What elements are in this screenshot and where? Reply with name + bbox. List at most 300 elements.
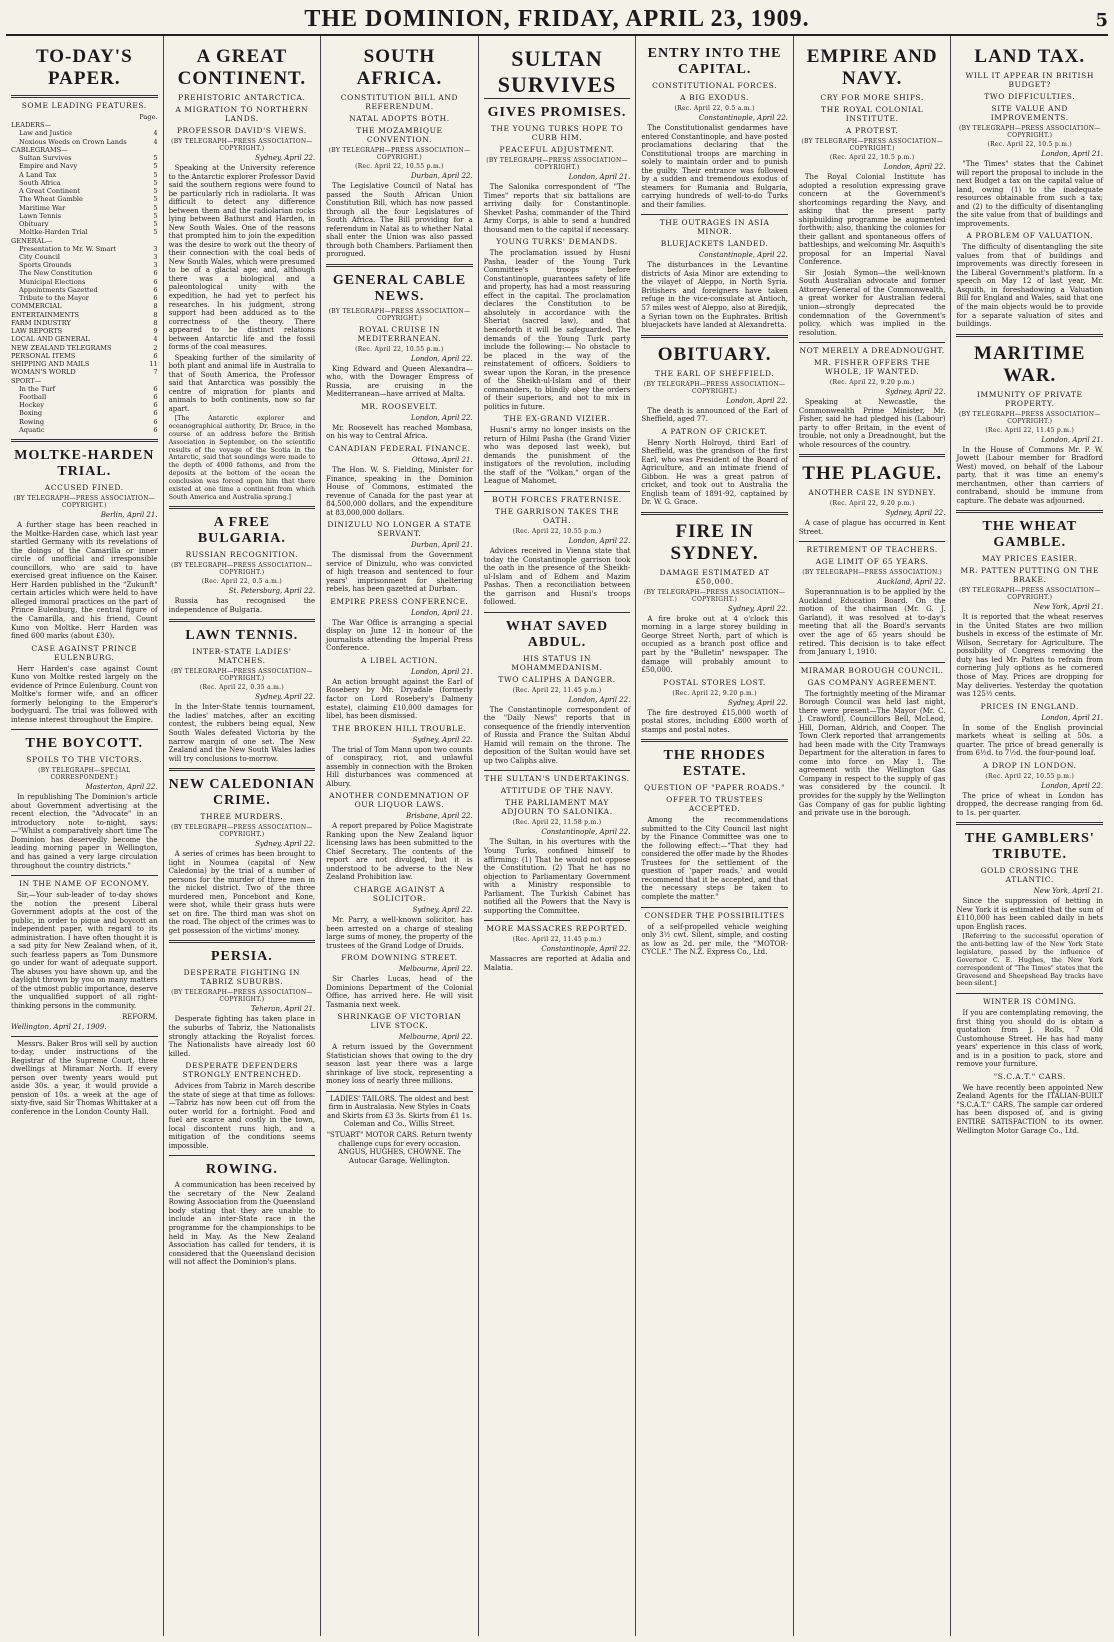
persia-body2: Advices from Tabriz in March describe the state of siege at that time as follows:—Tabriz has now been cut off from the outer world for a fortnight. Food and fuel are scarce and costly in the town, local discontent runs high, and a mitigation of the conditions seems impossible. — [168, 1082, 316, 1150]
index-entry — [11, 245, 158, 253]
cable-date-solicitor: Sydney, April 22. — [412, 905, 473, 914]
index-entry-title: Tribute to the Mayor — [19, 294, 89, 303]
index-entry-title: Maritime War — [19, 203, 66, 212]
empire-navy-body: The Royal Colonial Institute has adopted a resolution expressing grave concern at the Government's shortcomings regarding the Navy, and asking that the present party shipbuilding programme be augmented forthwith; also, thanking the colonies for their gallant and spontaneous offers of battleships, and welcoming Mr. Asquith's proposal for an Imperial Naval Conference. — [798, 173, 946, 267]
index-entry — [11, 344, 158, 352]
index-entry-title: Law and Justice — [19, 129, 73, 138]
cable-sub-dinizulu: DINIZULU NO LONGER A STATE SERVANT. — [327, 520, 472, 539]
persia-credit: (BY TELEGRAPH—PRESS ASSOCIATION—COPYRIGHT.) — [171, 989, 313, 1004]
gamblers-tribute-note: [Referring to the successful operation of the anti-betting law of the New York State legislature, passed by the influence of Governor C. E. Hughes, the New York correspondent of "The Times" states that the Gravesend and Sheepshead Bay tracks have been silent.] — [956, 932, 1104, 988]
index-entry-page: 6 — [153, 351, 158, 360]
index-entry — [11, 121, 158, 129]
index-entry-page: 5 — [153, 211, 158, 220]
empire-navy-body2: Sir Josiah Symon—the well-known South Australian advocate and former Attorney-General of the Commonwealth, a great worker for Australian federal union—strongly deprecated the condemnation of the Government's policy, which was implied in the resolution. — [798, 268, 946, 337]
index-entry-title: LOCAL AND GENERAL — [11, 335, 90, 344]
fire-sydney-body: A fire broke out at 4 o'clock this morning in a large storey building in George Street North, part of which is occupied as a branch post office and part by the "Bulletin" newspaper. The damage will probably amount to £50,000. — [641, 614, 788, 675]
index-entry — [11, 269, 158, 277]
index-entry — [11, 146, 158, 154]
index-entry-title: Hockey — [19, 401, 45, 410]
index-entry-page: 4 — [153, 335, 158, 344]
south-africa-credit: (BY TELEGRAPH—PRESS ASSOCIATION—COPYRIGHT.) — [328, 147, 471, 161]
motorcycle-ad-heading: CONSIDER THE POSSIBILITIES — [644, 910, 785, 920]
maritime-war-credit: (BY TELEGRAPH—PRESS ASSOCIATION—COPYRIGHT.) — [958, 410, 1101, 425]
index-entry — [11, 327, 158, 335]
winter-ad-body: If you are contemplating removing, the first thing you should do is obtain a quotation from J. Rolls, 7 Old Customhouse Street. He has had many years' experience in this class of work, and is in a position to pack, store and remove your furniture. — [956, 1009, 1104, 1069]
index-entry — [11, 393, 158, 401]
fraternise-rec: (Rec. April 22, 10.55 p.m.) — [512, 528, 602, 535]
postal-stores-heading: POSTAL STORES LOST. — [663, 677, 766, 687]
index-entry-title: A Land Tax — [19, 170, 57, 179]
cable-body-press: The War Office is arranging a special display on June 12 in honour of the journalists attending the Imperial Press Conference. — [326, 618, 473, 653]
new-caledonian-heading: NEW CALEDONIAN CRIME. — [168, 777, 316, 809]
wheat-gamble-body: It is reported that the wheat reserves in the United States are two million bushels in excess of the estimate of Mr. Wilson, Secretary for Agriculture. The possibility of Congress removing the duty has led Mr. Patten to refrain from cornering July options as he cornered those of May. Prices are dropping for May deliveries. Yesterday the quotation was 125½ cents. — [956, 613, 1104, 699]
index-entry-page: 3 — [153, 252, 158, 261]
gamblers-tribute-dateline: New York, April 21. — [1033, 887, 1104, 896]
column-7 — [951, 36, 1108, 1636]
empire-navy-credit: (BY TELEGRAPH—PRESS ASSOCIATION—COPYRIGHT.) — [801, 138, 943, 152]
persia-sub: DESPERATE FIGHTING IN TABRIZ SUBURBS. — [183, 968, 301, 987]
south-africa-sub2: NATAL ADOPTS BOTH. — [349, 114, 450, 123]
cable-date-broken-hill: Sydney, April 22. — [412, 735, 473, 744]
land-tax-heading: LAND TAX. — [974, 46, 1086, 67]
columns — [6, 36, 1108, 1636]
dreadnought-heading: NOT MERELY A DREADNOUGHT. — [799, 346, 945, 356]
entry-capital-sub2: A BIG EXODUS. — [680, 93, 750, 102]
sultan-sub3: PEACEFUL ADJUSTMENT. — [499, 145, 615, 154]
saved-abdul-dateline: London, April 22. — [568, 695, 631, 704]
cable-sub-canadian: CANADIAN FEDERAL FINANCE. — [328, 443, 471, 453]
eulenburg-heading: CASE AGAINST PRINCE EULENBURG. — [31, 643, 138, 662]
index-entry — [11, 228, 158, 236]
land-tax-sub3: SITE VALUE AND IMPROVEMENTS. — [990, 104, 1069, 122]
index-entry-title: South Africa — [19, 178, 61, 187]
boycott-subheading: SPOILS TO THE VICTORS. — [26, 755, 143, 765]
land-tax-dateline: London, April 21. — [1041, 150, 1104, 158]
outrages-heading: THE OUTRAGES IN ASIA MINOR. — [659, 218, 770, 237]
index-entry-page: 6 — [153, 392, 158, 401]
rowing-heading: ROWING. — [205, 1162, 278, 1178]
ex-grand-vizier-body: Husni's army no longer insists on the return of Hilmi Pasha (the Grand Vizier who was deposed last week), but demands the punishment of the instigators of the revolution, including the staff of the "Volkan," organ of the League of Mahomet. — [483, 426, 631, 486]
cable-date-livestock: Melbourne, April 22. — [398, 1033, 473, 1042]
new-caledonian-dateline: Sydney, April 22. — [255, 840, 316, 849]
boycott-body: In republishing The Dominion's article about Government advertising at the recent election, the "Advocate" in an introductory note to-night, says:—"Whilst a comparatively short time The Dominion has deservedly become the leading morning paper in Wellington, and has gained a very large circulation throughout the country districts." — [11, 793, 158, 870]
index-entry-page: 6 — [153, 294, 158, 303]
great-continent-body2: Speaking further of the similarity of both plant and animal life in Australia to that of South America, the Professor said that Antarctica was possibly the centre of migration for plants and animals to both continents, now so far apart. — [168, 353, 316, 413]
index-entry-title: Sultan Survives — [19, 154, 72, 163]
outrages-dateline: Constantinople, April 22. — [698, 251, 788, 260]
parliament-body: The Sultan, in his overtures with the Young Turks, confined himself to affirming: (1) That he would not oppose the Constitution. (2) That he has no objection to Parliamentary Government with a Ministry responsible to Parliament. The Turkish Cabinet has notified all the Powers that the Navy is supporting the Committee. — [483, 838, 631, 915]
gamblers-tribute-sub: GOLD CROSSING THE ATLANTIC. — [980, 866, 1079, 885]
index-entry — [11, 179, 158, 187]
index-entry-title: Boxing — [19, 409, 43, 418]
wheat-gamble-sub: MAY PRICES EASIER. — [981, 554, 1078, 564]
index-entry-page: 5 — [153, 154, 158, 163]
index-entry — [11, 401, 158, 409]
miramar-body: The fortnightly meeting of the Miramar Borough Council was held last night, there were present—The Mayor (Mr. C. J. Crawford), Councillors Bell, McLeod, Hill, Dornan, Aldrich, and Cooper. The Town Clerk reported that arrangements had been made with the City Tramways Department for the alteration in fares to come into force on May 1. The agreement with the Wellington Gas Company in respect to the supply of gas was considered by the council. It provides for the supply by the Wellington Gas Company of gas for public lighting and private use in the borough. — [798, 689, 946, 818]
index-entry-title: COMMERCIAL — [11, 302, 62, 311]
plague-heading: THE PLAGUE. — [802, 463, 943, 485]
fire-sydney-sub: DAMAGE ESTIMATED AT £50,000. — [659, 567, 770, 586]
index-entry-title: Moltke-Harden Trial — [19, 228, 88, 237]
index-entry-title: Rowing — [19, 417, 45, 426]
index-entry — [11, 352, 158, 360]
index-entry — [11, 204, 158, 212]
massacres-heading: MORE MASSACRES REPORTED. — [486, 924, 628, 934]
rhodes-estate-sub: QUESTION OF "PAPER ROADS." — [644, 783, 786, 793]
bulgaria-rec: (Rec. April 22, 0.5 a.m.) — [201, 578, 282, 586]
index-entry — [11, 426, 158, 434]
persia-body: Desperate fighting has taken place in the suburbs of Tabriz, the Nationalists strongly attacking the Royalist forces. The Nationalists have already lost 60 killed. — [168, 1015, 316, 1058]
great-continent-credit: (BY TELEGRAPH—PRESS ASSOCIATION—COPYRIGHT.) — [171, 138, 313, 152]
wheat-gamble-sub2: MR. PATTEN PUTTING ON THE BRAKE. — [960, 566, 1099, 585]
lawn-tennis-body: In the Inter-State tennis tournament, the ladies' matches, after an exciting contest, the rubbers being equal, New South Wales defeated Victoria by the narrow margin of one set. The New Zealand and the New South Wales ladies will try conclusions to-morrow. — [168, 703, 316, 763]
index-entry-page: 6 — [153, 269, 158, 278]
entry-capital-rec: (Rec. April 22, 0.5 a.m.) — [674, 105, 755, 112]
south-africa-body: The Legislative Council of Natal has passed the South African Union Constitution Bill, which has now passed through all the four Legislatures of South Africa. The Bill providing for a referendum in Natal as to whether Natal shall enter the Union was also passed through both Chambers. Parliament then prorogued. — [326, 182, 473, 259]
bulgaria-sub: RUSSIAN RECOGNITION. — [185, 550, 299, 560]
land-tax-sub2: TWO DIFFICULTIES. — [984, 92, 1076, 101]
land-tax-sub1: WILL IT APPEAR IN BRITISH BUDGET? — [965, 71, 1094, 89]
obituary-credit: (BY TELEGRAPH—PRESS ASSOCIATION—COPYRIGHT.) — [643, 380, 786, 395]
sultan-sub2: THE YOUNG TURKS HOPE TO CURB HIM. — [490, 124, 624, 142]
index-entry — [11, 278, 158, 286]
boycott-credit: (BY TELEGRAPH—SPECIAL CORRESPONDENT.) — [38, 767, 131, 782]
column-6 — [794, 36, 952, 1636]
dreadnought-body: Speaking at Newcastle, the Commonwealth Prime Minister, Mr. Fisher, said he had pledged his (Labour) party to offer Britain, in the event of trouble, not only a Dreadnought, but the whole resources of the country. — [798, 398, 946, 449]
empire-navy-sub1: CRY FOR MORE SHIPS. — [820, 93, 924, 102]
persia-dateline: Teheran, April 21. — [251, 1005, 316, 1014]
drop-london-dateline: London, April 22. — [1041, 781, 1104, 790]
winter-ad-heading: WINTER IS COMING. — [982, 997, 1077, 1007]
plague-rec: (Rec. April 22, 9.20 p.m.) — [829, 500, 915, 508]
saved-abdul-sub2: TWO CALIPHS A DANGER. — [498, 674, 616, 684]
cable-sub-royal-cruise: ROYAL CRUISE IN MEDITERRANEAN. — [357, 324, 442, 343]
scat-cars-heading: "S.C.A.T." CARS. — [993, 1071, 1066, 1081]
index-entry — [11, 418, 158, 426]
index-entry-title: A Great Continent — [19, 187, 80, 196]
prices-england-body: In some of the English provincial markets wheat is selling at 50s. a quarter. The price of bread generally is from 6½d. to 7½d. the four-pound loaf. — [956, 723, 1104, 758]
prices-england-dateline: London, April 21. — [1041, 713, 1104, 722]
index-entry-title: Football — [19, 392, 47, 401]
cable-body-dinizulu: The dismissal from the Government service of Dinizulu, who was convicted of high treason and sentenced to four years' imprisonment for sheltering rebels, has been gazetted at Durban. — [326, 551, 473, 594]
index-entry-page: 5 — [153, 187, 158, 196]
persia-sub2: DESPERATE DEFENDERS STRONGLY ENTRENCHED. — [182, 1061, 302, 1080]
teachers-sub: AGE LIMIT OF 65 YEARS. — [815, 557, 929, 567]
index-entry-title: LEADERS— — [11, 121, 52, 130]
lawn-tennis-sub: INTER-STATE LADIES' MATCHES. — [192, 647, 292, 666]
obituary-heading: OBITUARY. — [657, 343, 772, 365]
leading-features: SOME LEADING FEATURES. — [21, 101, 147, 110]
fraternise-heading: BOTH FORCES FRATERNISE. — [492, 495, 622, 504]
index-entry-title: The New Constitution — [19, 269, 93, 278]
fraternise-sub: THE GARRISON TAKES THE OATH. — [494, 507, 620, 525]
index-entry-title: Lawn Tennis — [19, 211, 62, 220]
motor-cars-ad: "STUART" MOTOR CARS. Return twenty challenge cups for every occasion. ANGUS, HUGHES, CHOWNE. The Autocar Garage, Wellington. — [326, 1131, 473, 1165]
south-africa-dateline: Durban, April 22. — [410, 172, 473, 180]
fire-sydney-heading: FIRE IN SYDNEY. — [670, 520, 759, 564]
index-entry-title: Presentation to Mr. W. Smart — [19, 244, 117, 253]
index-entry — [11, 311, 158, 319]
cable-body-libel: An action brought against the Earl of Rosebery by Mr. Dryadale (formerly factor on Lord Rosebery's Dalmeny estate), claiming £10,000 damages for libel, has been dismissed. — [326, 677, 473, 721]
cable-sub-roosevelt: MR. ROOSEVELT. — [361, 401, 438, 411]
index-entry — [11, 162, 158, 170]
index-entry — [11, 187, 158, 195]
index-entry-page: 8 — [153, 302, 158, 311]
index-entry-title: CABLEGRAMS— — [11, 145, 68, 154]
index-entry — [11, 335, 158, 343]
index-entry-title: FARM INDUSTRY — [11, 318, 71, 327]
index-entry — [11, 368, 158, 376]
eulenburg-body: Herr Harden's case against Count Kuno von Moltke rested largely on the evidence of Prince Eulenburg. Count von Moltke's former wife, and an officer formerly belonging to the Emperor's bodyguard. The trial was followed with intense interest throughout the Empire. — [11, 664, 158, 724]
economy-date: Wellington, April 21, 1909. — [11, 1022, 107, 1031]
postal-stores-rec: (Rec. April 22, 9.20 p.m.) — [672, 689, 757, 697]
great-continent-dateline: Sydney, April 22. — [255, 154, 316, 162]
sultan-body: The Salonika correspondent of "The Times" reports that six battalions are arriving daily for Constantinople. Shevket Pasha, commander of the Third Army Corps, is able to send a hundred thousand men to the capital if necessary. — [483, 183, 631, 234]
column-4 — [479, 36, 637, 1636]
plague-body: A case of plague has occurred in Kent Street. — [798, 519, 946, 536]
index-entry — [11, 138, 158, 146]
economy-signature: REFORM. — [121, 1012, 158, 1021]
index-entry-page: 7 — [153, 368, 158, 377]
index-entry — [11, 319, 158, 327]
prices-england-sub: PRICES IN ENGLAND. — [980, 701, 1079, 711]
cable-date-roosevelt: London, April 22. — [410, 413, 473, 422]
persia-heading: PERSIA. — [210, 949, 273, 965]
masthead — [6, 6, 1108, 36]
young-turks-sub: YOUNG TURKS' DEMANDS. — [496, 237, 618, 247]
undertakings-heading: THE SULTAN'S UNDERTAKINGS. — [484, 774, 630, 784]
cable-sub-libel: A LIBEL ACTION. — [361, 655, 438, 665]
drop-london-body: The price of wheat in London has dropped, the decrease ranging from 6d. to 1s. per quarter. — [956, 791, 1104, 817]
plague-dateline: Sydney, April 22. — [885, 509, 946, 518]
massacres-rec: (Rec. April 22, 11.45 p.m.) — [512, 936, 602, 944]
land-tax-credit: (BY TELEGRAPH—PRESS ASSOCIATION—COPYRIGHT.) — [958, 125, 1101, 139]
entry-capital-sub1: CONSTITUTIONAL FORCES. — [652, 81, 778, 90]
south-africa-sub3: THE MOZAMBIQUE CONVENTION. — [356, 126, 443, 144]
index-entry — [11, 294, 158, 302]
index-entry-page: 6 — [153, 401, 158, 410]
cable-sub-broken-hill: THE BROKEN HILL TROUBLE. — [332, 723, 467, 733]
index-entry — [11, 212, 158, 220]
moltke-dateline: Berlin, April 21. — [100, 511, 158, 520]
index-entry-page: 6 — [153, 425, 158, 434]
cable-sub-downing: FROM DOWNING STREET. — [341, 953, 458, 963]
cable-body-liquor: A report prepared by Police Magistrate Ranking upon the New Zealand liquor licensing laws has been submitted to the Chief Secretary. The contents of the report are not divulged, but it is understood to be adverse to the New Zealand Prohibition law. — [326, 822, 473, 882]
massacres-body: Massacres are reported at Adalia and Malatia. — [483, 955, 631, 972]
cable-date-royal-cruise: London, April 22. — [410, 354, 473, 363]
obituary-sub: THE EARL OF SHEFFIELD. — [654, 368, 775, 378]
column-5 — [636, 36, 794, 1636]
page-number: 5 — [1095, 10, 1108, 31]
great-continent-heading: A GREAT CONTINENT. — [177, 46, 307, 89]
boycott-dateline: Masterton, April 22. — [85, 783, 158, 792]
index-entry — [11, 261, 158, 269]
index-entry-title: Aquatic — [19, 425, 45, 434]
index-entry-page: 6 — [153, 277, 158, 286]
outrages-body: The disturbances in the Levantine districts of Asia Minor are extending to the vilayet of Aleppo, in North Syria. Britishers and foreigners have taken refuge in the vice-consulate at Antioch, 57 miles west of Aleppo, also at Biredjik, a Syrian town on the Euphrates. British bluejackets have landed at Alexandretta. — [641, 261, 788, 330]
index-entry-title: SHIPPING AND MAILS — [11, 360, 90, 369]
index-entry — [11, 129, 158, 137]
moltke-credit: (BY TELEGRAPH—PRESS ASSOCIATION—COPYRIGHT.) — [13, 495, 156, 510]
cable-sub-press: EMPIRE PRESS CONFERENCE. — [330, 596, 469, 606]
cable-date-libel: London, April 21. — [410, 667, 473, 676]
index-entry-page: 6 — [153, 285, 158, 294]
cable-date-press: London, April 21. — [410, 608, 473, 617]
masthead-title: THE DOMINION, FRIDAY, APRIL 23, 1909. — [304, 6, 810, 32]
great-continent-sub3: PROFESSOR DAVID'S VIEWS. — [176, 126, 307, 135]
index-entry-title: ENTERTAINMENTS — [11, 310, 80, 319]
column-3 — [321, 36, 479, 1636]
saved-abdul-heading: WHAT SAVED ABDUL. — [505, 618, 609, 650]
empire-navy-dateline: London, April 22. — [883, 163, 946, 171]
cable-body-solicitor: Mr. Parry, a well-known solicitor, has been arrested on a charge of stealing large sums of money, the property of the trustees of the Grand Lodge of Druids. — [326, 915, 473, 950]
local-notes: Messrs. Baker Bros will sell by auction to-day, under instructions of the Registrar of the Supreme Court, three dwellings at Miramar North. If every person over twenty years would put aside 30s. a year, it would provide a pension of 10s. a week at the age of sixty-five, said Sir Thomas Whittaker at a conference in the London County Hall. — [11, 1039, 158, 1116]
outrages-sub: BLUEJACKETS LANDED. — [660, 239, 769, 249]
south-africa-heading: SOUTH AFRICA. — [356, 46, 443, 89]
index-entry-page: 5 — [153, 162, 158, 171]
cable-date-liquor: Brisbane, April 22. — [405, 812, 473, 821]
new-caledonian-sub: THREE MURDERS. — [200, 812, 284, 822]
south-africa-rec: (Rec. April 22, 10.55 p.m.) — [355, 163, 444, 170]
entry-capital-heading: ENTRY INTO THE CAPITAL. — [647, 46, 782, 77]
index-entry-page: 8 — [153, 318, 158, 327]
obituary-sub2: A PATRON OF CRICKET. — [661, 426, 768, 436]
cable-date-downing: Melbourne, April 22. — [398, 965, 473, 974]
entry-capital-dateline: Constantinople, April 22. — [698, 114, 788, 122]
index-entry-page: 8 — [153, 310, 158, 319]
cable-sub-livestock: SHRINKAGE OF VICTORIAN LIVE STOCK. — [337, 1012, 462, 1031]
fire-sydney-dateline: Sydney, April 22. — [727, 604, 788, 613]
lawn-tennis-heading: LAWN TENNIS. — [185, 628, 299, 644]
saved-abdul-sub: HIS STATUS IN MOHAMMEDANISM. — [511, 653, 603, 672]
moltke-subheading: ACCUSED FINED. — [44, 483, 124, 493]
index-entry-title: City Council — [19, 252, 61, 261]
index-entry-title: SPORT— — [11, 376, 42, 385]
fraternise-body: Advices received in Vienna state that today the Constantinople garrison took the oath in the presence of the Sheikh-ul-Islam and of Edhem and Mazim Pashas. Then a reconciliation between the garrison and Husni's troops followed. — [483, 547, 631, 607]
wheat-gamble-dateline: New York, April 21. — [1033, 603, 1104, 612]
index-entry-page: 6 — [153, 417, 158, 426]
empire-navy-heading: EMPIRE AND NAVY. — [806, 46, 938, 89]
moltke-body: A further stage has been reached in the Moltke-Harden case, which last year startled Germany with its revelations of the doings of the Camarilla or inner circle of unofficial and irresponsible councillors, who are said to have exercised great influence on the Kaiser. Herr Harden published in the "Zukunft" certain articles which were held to have alleged immoral practices on the part of Prince Eulenburg, the central figure of the Camarilla, and his friend, Count Kuno von Moltke. Herr Harden was fined 600 marks (about £30). — [11, 521, 158, 641]
dreadnought-sub: MR. FISHER OFFERS THE WHOLE, IF WANTED. — [814, 358, 931, 377]
bulgaria-heading: A FREE BULGARIA. — [197, 515, 286, 547]
new-caledonian-body: A series of crimes has been brought to light in Noumea (capital of New Caledonia) by the trial of a number of persons for the murder of three men in the nickel district. Two of the three murdered men, Poncebont and Kone, were shot, while their grass huts were set on fire. The third man was shot on the road. The object of the crimes was to get possession of the victims' money. — [168, 850, 316, 935]
undertakings-sub: ATTITUDE OF THE NAVY. — [500, 786, 614, 796]
motorcycle-ad-body: of a self-propelled vehicle weighing only 3½ cwt. Silent, simple, and costing as low as 2d. per mile, the "MOTOR-CYCLE." The N.Z. Express Co., Ltd. — [641, 922, 788, 957]
great-continent-sub2: A MIGRATION TO NORTHERN LANDS. — [175, 105, 309, 123]
teachers-body: Superannuation is to be applied by the Auckland Education Board. On the motion of the chairman (Mr. G. J. Garland), it was resolved at to-day's meeting that all the Board's servants over the age of 65 years should be retired. This decision is to take effect from January 1, 1910. — [798, 588, 946, 657]
empire-navy-rec: (Rec. April 22, 10.5 p.m.) — [829, 154, 915, 161]
sultan-survives-heading: SULTAN SURVIVES — [484, 46, 631, 99]
index-entry-page: 9 — [153, 327, 158, 336]
drop-london-rec: (Rec. April 22, 10.55 p.m.) — [985, 772, 1075, 780]
index-entry — [11, 253, 158, 261]
index-entry-page: 5 — [153, 170, 158, 179]
sultan-dateline: London, April 21. — [568, 173, 631, 181]
teachers-dateline: Auckland, April 22. — [877, 578, 946, 587]
moltke-heading: MOLTKE-HARDEN TRIAL. — [14, 448, 155, 480]
great-continent-body: Speaking at the University reference to the Antarctic explorer Professor David said the southern regions were found to be particularly rich in radiolaria. It was difficult to detect any difference between them and the radiolarian rocks lying between Bathurst and Harden, in New South Wales. One of the reasons that prompted him to join the expedition was the desire to work out the theory of their connection with the coal beds of New South Wales, which were presumed to be of a glacial age; and, although there was a biological and a paleontological unity with the expedition, he had yet to perfect his researches. In his judgment, strong support had been adduced as to the correctness of the theory. There appeared to be distinct relations between Antarctic life and the fossil forms of the coal measures. — [168, 164, 316, 352]
postal-stores-body: The fire destroyed £15,000 worth of postal stores, including £800 worth of stamps and postal notes. — [641, 708, 788, 734]
economy-letter: Sir,—Your sub-leader of to-day shows the notion the present Liberal Government adopts at the cost of the public, in order to pique and boycott an independent paper, with regard to its administration. I have often thought it is a sad pity for New Zealand when, of it, such fearless papers as Tom Dunsmore go under for want of adequate support. The abuses you have shown up, and the daylight thrown by you on many matters of the utmost public importance, deserve the unqualified support of all right-thinking persons in the community. — [11, 891, 158, 1010]
saved-abdul-body: The Constantinople correspondent of the "Daily News" reports that in consequence of the friendly intervention of Russia and France the Sultan Abdul Hamid will remain on the throne. The deposition of the Sultan would have set up two Caliphs alive. — [483, 705, 631, 765]
empire-navy-sub3: A PROTEST. — [845, 126, 899, 135]
parliament-dateline: Constantinople, April 22. — [541, 828, 631, 837]
index-entry-page: 5 — [153, 178, 158, 187]
fraternise-dateline: London, April 22. — [568, 537, 631, 545]
index-entry-page: 4 — [153, 137, 158, 146]
rowing-body: A communication has been received by the secretary of the New Zealand Rowing Association from the Queensland body stating that they are unable to include an inter-State race in the programme for the championships to be held in May. As the New Zealand Association has called for tenders, it is considered that the Queensland decision will not affect the Dominion's plans. — [168, 1181, 316, 1267]
index-entry-title: NEW ZEALAND TELEGRAMS — [11, 343, 112, 352]
maritime-war-dateline: London, April 21. — [1041, 435, 1104, 444]
gamblers-tribute-heading: THE GAMBLERS' TRIBUTE. — [964, 831, 1095, 863]
column-1 — [6, 36, 164, 1636]
economy-heading: IN THE NAME OF ECONOMY. — [19, 879, 150, 889]
index-entry — [11, 195, 158, 203]
south-africa-sub1: CONSTITUTION BILL AND REFERENDUM. — [340, 93, 459, 111]
index-entry-page: 3 — [153, 261, 158, 270]
gamblers-tribute-body: Since the suppression of betting in New York it is estimated that the sum of £110,000 has been cabled daily in bets upon English races. — [956, 897, 1104, 931]
index-entry-title: In the Turf — [19, 384, 56, 393]
index-entry — [11, 385, 158, 393]
dreadnought-rec: (Rec. April 22, 9.20 p.m.) — [829, 379, 915, 387]
cable-body-canadian: The Hon. W. S. Fielding, Minister for Finance, speaking in the Dominion House of Commons, estimated the revenue of Canada for the past year at 84,500,000 dollars, and the expenditure at 83,000,000 dollars. — [326, 465, 473, 517]
gives-promises-heading: GIVES PROMISES. — [487, 105, 627, 120]
index-entry-page: 6 — [153, 409, 158, 418]
young-turks-body: The proclamation issued by Husni Pasha, leader of the Young Turk Committee's troops before Constantinople, guarantees safety of life and property, has had a most reassuring effect in the capital. The proclamation declares the Constitution to be absolutely in accordance with the Sheriat (sacred law), and that henceforth it will be safeguarded. The demands of the Young Turk party include the following:— No obstacle to be placed in the way of the reinstatement of officers. Soldiers to swear upon the Koran, in the presence of the Sheikh-ul-Islam and of their commanders, to blindly obey the orders of their superiors, and not to mix in politics in future. — [483, 249, 631, 411]
rhodes-estate-heading: THE RHODES ESTATE. — [663, 748, 766, 780]
parliament-rec: (Rec. April 22, 11.58 p.m.) — [512, 819, 602, 827]
index-entry — [11, 171, 158, 179]
obituary-body2: Henry North Holroyd, third Earl of Sheffield, was the grandson of the first Earl, who was President of the Board of Agriculture, and an intimate friend of Gibbon. He was a great patron of cricket, and took out to Australia the English team of 1891-92, captained by Dr. W. G. Grace. — [641, 438, 788, 507]
ex-grand-vizier-sub: THE EX-GRAND VIZIER. — [503, 414, 611, 424]
dreadnought-dateline: Sydney, April 22. — [885, 388, 946, 397]
land-tax-rec: (Rec. April 22, 10.5 p.m.) — [987, 141, 1073, 148]
index-entry-title: Appointments Gazetted — [19, 285, 98, 294]
obituary-body: The death is announced of the Earl of Sheffield, aged 77. — [641, 406, 788, 424]
page-label: Page. — [139, 113, 158, 121]
index-entry — [11, 154, 158, 162]
wheat-gamble-heading: THE WHEAT GAMBLE. — [982, 519, 1077, 551]
index-entry-title: Sports Grounds — [19, 261, 72, 270]
index-entry-page: 4 — [153, 129, 158, 138]
index-entry-title: WOMAN'S WORLD — [11, 368, 76, 377]
lawn-tennis-credit: (BY TELEGRAPH—PRESS ASSOCIATION—COPYRIGHT.) — [171, 668, 313, 683]
general-cable-heading: GENERAL CABLE NEWS. — [332, 272, 467, 304]
plague-sub: ANOTHER CASE IN SYDNEY. — [808, 488, 936, 498]
miramar-sub: GAS COMPANY AGREEMENT. — [807, 677, 937, 687]
index-entry-page: 5 — [153, 203, 158, 212]
index-entry-title: Obituary — [19, 220, 49, 229]
scat-cars-body: We have recently been appointed New Zealand Agents for the ITALIAN-BUILT "S.C.A.T." CARS. The sample car ordered has been disposed of, and is giving ENTIRE SATISFACTION to its owner. Wellington Motor Garage Co., Ltd. — [956, 1083, 1104, 1135]
index-entry-title: Municipal Elections — [19, 277, 86, 286]
index-entry — [11, 360, 158, 368]
valuation-sub: A PROBLEM OF VALUATION. — [966, 231, 1094, 241]
index-entry-title: LAW REPORTS — [11, 327, 63, 336]
teachers-credit: (BY TELEGRAPH—PRESS ASSOCIATION.) — [802, 569, 943, 577]
great-continent-sub1: PREHISTORIC ANTARCTICA. — [178, 93, 306, 102]
maritime-war-body: In the House of Commons Mr. P. W. Jowett (Labour member for Bradford West) moved, on behalf of the Labour party, that it was time an enemy's merchantmen, other than carriers of contraband, should be immune from capture. The debate was adjourned. — [956, 445, 1104, 505]
maritime-war-sub: IMMUNITY OF PRIVATE PROPERTY. — [976, 389, 1083, 408]
massacres-dateline: Constantinople, April 22. — [541, 945, 631, 954]
postal-stores-dateline: Sydney, April 22. — [727, 698, 788, 707]
rhodes-estate-body: Among the recommendations submitted to the City Council last night by the Finance Committee was one to the following effect:—"That they had considered the offer made by the Rhodes Trustees for the settlement of the question of 'paper roads,' and would recommend that it be accepted, and that the necessary steps be taken to complete the matter." — [641, 816, 788, 901]
bulgaria-dateline: St. Petersburg, April 22. — [228, 587, 316, 596]
cable-body-downing: Sir Charles Lucas, head of the Dominions Department of the Colonial Office, has arrived here. He will visit Tasmania next week. — [326, 975, 473, 1009]
maritime-war-heading: MARITIME WAR. — [974, 342, 1086, 386]
index-entry-title: PERSONAL ITEMS — [11, 351, 76, 360]
index-entry-page: 6 — [153, 384, 158, 393]
